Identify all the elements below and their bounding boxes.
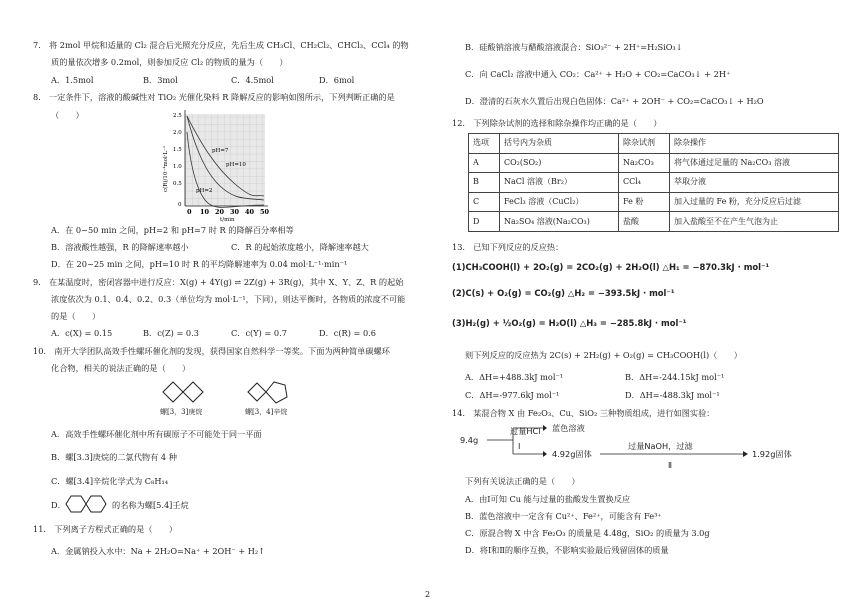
q13-option-b: B．ΔH=-244.15kJ mol⁻¹ <box>625 372 725 382</box>
q9-option-d: D．c(R) = 0.6 <box>319 328 376 338</box>
q11-option-a: A．金属钠投入水中：Na + 2H₂O=Na⁺ + 2OH⁻ + H₂↑ <box>51 546 266 556</box>
q10-option-a: A．高效手性螺环催化剂中所有碳原子不可能处于同一平面 <box>51 429 262 439</box>
q14-stem: 14. 某混合物 X 由 Fe₂O₃、Cu、SiO₂ 三种物质组成，进行如图实验： <box>452 408 715 418</box>
q8-option-d: D．在 20~25 min 之间，pH=10 时 R 的平均降解速率为 0.04 mol·L⁻¹·min⁻¹ <box>51 259 348 269</box>
table-header-cell: 括号内为杂质 <box>500 134 619 154</box>
q13-equation-1: (1)CH₃COOH(l) + 2O₂(g) = 2CO₂(g) + 2H₂O(l) △H₁ = −870.3kJ · mol⁻¹ <box>452 262 770 272</box>
q8-chart-ytick: 1.0 <box>173 164 182 170</box>
flow-start-mass: 9.4g <box>460 435 479 445</box>
table-cell: 盐酸 <box>619 212 670 232</box>
spiro-octane-label: 螺[3，4]辛烷 <box>245 408 288 416</box>
page-number: 2 <box>425 590 431 599</box>
table-row <box>469 153 839 173</box>
table-cell: FeCl₃ 溶液（CuCl₂） <box>500 192 619 212</box>
q8-option-b: B．溶液酸性越强，R 的降解速率越小 <box>51 242 189 252</box>
q7-option-d: D．6mol <box>319 75 355 85</box>
table-row <box>469 192 839 212</box>
spiro-decane-structure <box>64 494 108 514</box>
q13-option-a: A．ΔH=+488.3kJ mol⁻¹ <box>465 372 564 382</box>
spiro-octane-structure <box>245 378 295 406</box>
flow-product-solid-2: 1.92g固体 <box>752 449 792 459</box>
q8-chart-ylabel: c(R)/10⁻⁴mol·L⁻¹ <box>163 145 169 192</box>
table-header-row <box>469 134 839 154</box>
q8-chart-label-ph7: pH=7 <box>212 148 229 154</box>
q9-option-a: A．c(X) = 0.15 <box>51 328 113 338</box>
q8-stem-line1: 8. 一定条件下，溶液的酸碱性对 TiO₂ 光催化染料 R 降解反应的影响如图所示，下列判断正确的是 <box>33 92 395 102</box>
q8-chart-xtick: 10 <box>200 208 210 216</box>
q8-option-c: C．R 的起始浓度越小，降解速率越大 <box>231 242 369 252</box>
q7-option-b: B．3mol <box>143 75 178 85</box>
table-cell: CCl₄ <box>619 173 670 193</box>
q9-option-b: B．c(Z) = 0.3 <box>143 328 199 338</box>
q7-option-a: A．1.5mol <box>51 75 94 85</box>
table-cell: Na₂CO₃ <box>619 153 670 173</box>
table-cell: 加入盐酸至不在产生气泡为止 <box>670 212 839 232</box>
spiro-heptane-structure <box>160 380 210 404</box>
q8-chart-xtick: 40 <box>245 208 255 216</box>
q8-chart-xtick: 0 <box>187 208 192 216</box>
q8-chart-label-ph10: pH=10 <box>226 162 246 168</box>
q8-chart-label-ph2: pH=2 <box>196 188 213 194</box>
table-cell: Fe 粉 <box>619 192 670 212</box>
flow-step1-label: Ⅰ <box>518 441 521 451</box>
table-row <box>469 173 839 193</box>
flow-step2-arrow <box>600 449 750 459</box>
q7-option-c: C．4.5mol <box>231 75 274 85</box>
flow-product-blue-solution: 蓝色溶液 <box>552 423 585 433</box>
q14-flow-diagram <box>460 423 820 471</box>
q12-stem: 12. 下列除杂试剂的选择和除杂操作均正确的是（ ） <box>452 118 662 128</box>
table-header-cell: 除杂试剂 <box>619 134 670 154</box>
table-header-cell: 除杂操作 <box>670 134 839 154</box>
q8-chart-xtick: 50 <box>260 208 270 216</box>
q8-chart-xlabel: t/min <box>220 217 235 222</box>
q8-chart-ytick: 0 <box>178 202 182 208</box>
table-cell: B <box>469 173 500 193</box>
q9-stem-line3: 的是（ ） <box>51 311 101 321</box>
flow-product-solid-1: 4.92g固体 <box>552 449 592 459</box>
table-cell: C <box>469 192 500 212</box>
q14-question: 下列有关说法正确的是（ ） <box>465 476 580 486</box>
table-cell: 将气体通过足量的 Na₂CO₃ 溶液 <box>670 153 839 173</box>
q13-option-d: D．ΔH=-488.3kJ mol⁻¹ <box>625 390 720 400</box>
q13-equation-3: (3)H₂(g) + ½O₂(g) = H₂O(l) △H₃ = −285.8kJ · mol⁻¹ <box>452 318 687 328</box>
table-cell: Na₂SO₄ 溶液(Na₂CO₃) <box>500 212 619 232</box>
q13-question: 则下列反应的反应热为 2C(s) + 2H₂(g) + O₂(g) = CH₃COOH(l)（ ） <box>465 350 742 360</box>
q8-chart-xtick: 20 <box>215 208 225 216</box>
flow-branch-arrows <box>487 423 547 469</box>
q10-option-b: B．螺[3.3]庚烷的二氯代物有 4 种 <box>51 452 177 462</box>
spiro-heptane-label: 螺[3，3]庚烷 <box>160 408 203 416</box>
q7-stem-line1: 7. 将 2mol 甲烷和适量的 Cl₂ 混合后光照充分反应，先后生成 CH₃Cl、CH₂Cl₂、CHCl₃、CCl₄ 的物 <box>33 40 409 50</box>
table-cell: D <box>469 212 500 232</box>
q10-option-d-prefix: D． <box>51 500 66 510</box>
q11-stem: 11. 下列离子方程式正确的是（ ） <box>33 524 178 534</box>
q13-equation-2: (2)C(s) + O₂(g) = CO₂(g) △H₂ = −393.5kJ · mol⁻¹ <box>452 288 675 298</box>
q8-chart-ytick: 2.5 <box>173 113 182 119</box>
q9-stem-line2: 浓度依次为 0.1、0.4、0.2、0.3（单位均为 mol·L⁻¹，下同），则达平衡时，各物质的浓度不可能 <box>51 294 406 304</box>
flow-step2-label: Ⅱ <box>668 460 673 470</box>
q9-stem-line1: 9. 在某温度时，密闭容器中进行反应：X(g) + 4Y(g) ⇌ 2Z(g) + 3R(g)，其中 X、Y、Z、R 的起始 <box>33 277 404 287</box>
q8-chart-ytick: 0.5 <box>173 181 182 187</box>
q8-degradation-figure <box>160 102 275 222</box>
flow-step1-reagent: 过量HCl <box>510 426 541 436</box>
q10-stem-line2: 化合物，相关的说法正确的是（ ） <box>51 363 191 373</box>
table-cell: 加入过量的 Fe 粉，充分反应后过滤 <box>670 192 839 212</box>
q8-chart-ytick: 1.5 <box>173 147 182 153</box>
q7-stem-line2: 质的量依次增多 0.2mol，则参加反应 Cl₂ 的物质的量为（ ） <box>51 57 288 67</box>
q10-option-d-suffix: 的名称为螺[5.4]壬烷 <box>112 500 189 510</box>
q10-option-c: C．螺[3.4]辛烷化学式为 C₈H₁₄ <box>51 476 169 486</box>
q8-chart-ytick: 2.0 <box>173 130 182 136</box>
q13-option-c: C．ΔH=-977.6kJ mol⁻¹ <box>465 390 560 400</box>
flow-step2-reagent: 过量NaOH，过滤 <box>628 441 693 451</box>
q14-option-a: A．由Ⅰ可知 Cu 能与过量的盐酸发生置换反应 <box>465 494 631 504</box>
q14-option-c: C．原混合物 X 中含 Fe₂O₃ 的质量是 4.48g，SiO₂ 的质量为 3.0g <box>465 528 710 538</box>
q11-option-b: B．硅酸钠溶液与醋酸溶液混合：SiO₃²⁻ + 2H⁺=H₂SiO₃↓ <box>465 42 683 52</box>
q13-stem: 13. 已知下列反应的反应热： <box>452 242 564 252</box>
q8-stem-line2: （ ） <box>51 110 84 120</box>
table-cell: CO₂(SO₂) <box>500 153 619 173</box>
q10-stem-line1: 10. 南开大学团队高效手性螺环催化剂的发现，获得国家自然科学一等奖。下面为两种简单碳螺环 <box>33 346 390 356</box>
separation-table <box>468 133 839 232</box>
q11-option-c: C．向 CaCl₂ 溶液中通入 CO₂：Ca²⁺ + H₂O + CO₂=CaCO₃↓ + 2H⁺ <box>465 69 731 79</box>
q14-option-d: D．将Ⅰ和Ⅱ的顺序互换，不影响实验最后残留固体的质量 <box>465 545 669 555</box>
q11-option-d: D．澄清的石灰水久置后出现白色固体：Ca²⁺ + 2OH⁻ + CO₂=CaCO₃↓ + H₂O <box>465 96 764 106</box>
table-row <box>469 212 839 232</box>
table-cell: 萃取分液 <box>670 173 839 193</box>
q9-option-c: C．c(Y) = 0.7 <box>231 328 287 338</box>
table-cell: A <box>469 153 500 173</box>
q14-option-b: B．蓝色溶液中一定含有 Cu²⁺、Fe²⁺，可能含有 Fe³⁺ <box>465 511 662 521</box>
table-cell: NaCl 溶液（Br₂） <box>500 173 619 193</box>
q8-option-a: A．在 0~50 min 之间，pH=2 和 pH=7 时 R 的降解百分率相等 <box>51 225 294 235</box>
q8-chart-xtick: 30 <box>230 208 240 216</box>
table-header-cell: 选项 <box>469 134 500 154</box>
